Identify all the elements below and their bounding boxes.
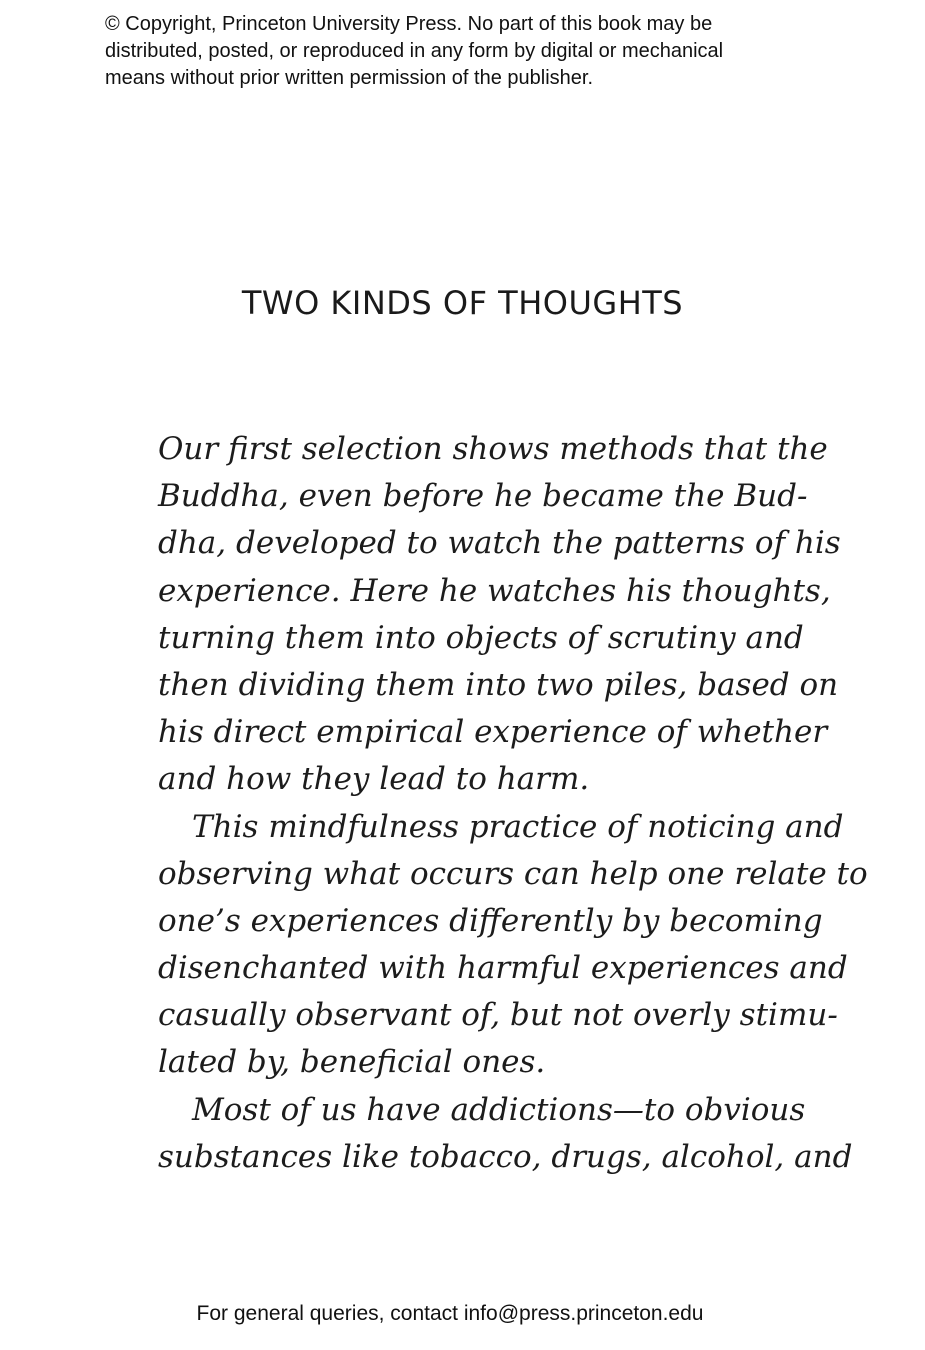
- body-line: Most of us have addictions—to obvious: [192, 1091, 806, 1128]
- body-line: casually observant of, but not overly stimu-: [158, 997, 838, 1034]
- copyright-notice: [105, 11, 825, 92]
- body-line: Our first selection shows methods that the: [158, 431, 828, 467]
- body-line: then dividing them into two piles, based on: [158, 666, 839, 703]
- copyright-line: © Copyright, Princeton University Press. No part of this book may be: [105, 13, 713, 35]
- copyright-line: distributed, posted, or reproduced in any form by digital or mechanical: [105, 40, 724, 62]
- body-line: his direct empirical experience of whether: [158, 714, 828, 751]
- body-line: experience. Here he watches his thoughts,: [158, 572, 831, 609]
- chapter-title: TWO KINDS OF THOUGHTS: [241, 284, 684, 322]
- body-line: substances like tobacco, drugs, alcohol, and: [158, 1138, 853, 1175]
- body-line: turning them into objects of scrutiny and: [158, 619, 804, 656]
- body-line: and how they lead to harm.: [158, 761, 590, 798]
- chapter-body: [158, 426, 868, 1181]
- copyright-line: means without prior written permission of the publisher.: [105, 67, 594, 89]
- body-line: Buddha, even before he became the Bud-: [158, 478, 808, 515]
- body-line: dha, developed to watch the patterns of his: [158, 525, 841, 562]
- body-line: This mindfulness practice of noticing and: [192, 808, 844, 845]
- footer-contact: For general queries, contact info@press.princeton.edu: [196, 1302, 704, 1325]
- body-line: one’s experiences differently by becoming: [158, 902, 823, 939]
- body-line: observing what occurs can help one relate to: [158, 855, 868, 892]
- body-line: lated by, beneficial ones.: [158, 1044, 546, 1081]
- body-line: disenchanted with harmful experiences and: [158, 950, 848, 987]
